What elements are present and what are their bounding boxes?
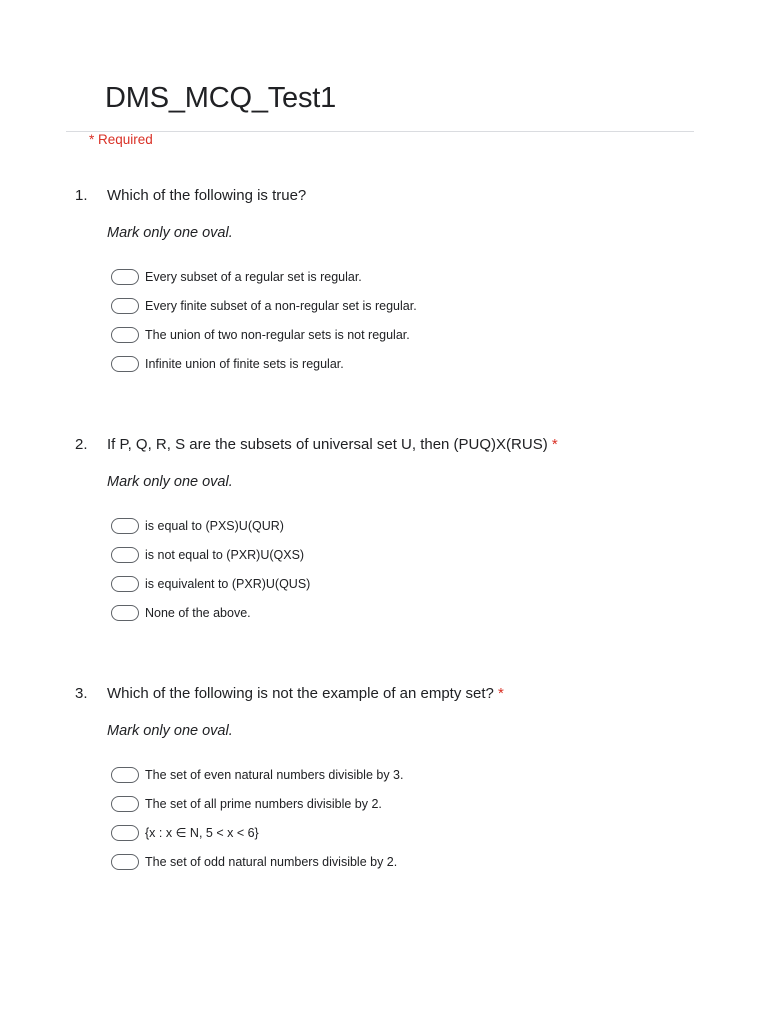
options-list xyxy=(111,262,417,378)
option-label: The set of even natural numbers divisible by 3. xyxy=(145,767,404,782)
form-title: DMS_MCQ_Test1 xyxy=(105,82,337,114)
question-text-label: Which of the following is true? xyxy=(107,187,307,204)
question-number: 1. xyxy=(75,187,88,204)
radio-oval[interactable] xyxy=(111,796,139,812)
radio-option[interactable] xyxy=(111,262,417,291)
question-text xyxy=(107,185,306,207)
option-label: The set of all prime numbers divisible by 2. xyxy=(145,796,382,811)
title-divider xyxy=(66,131,694,132)
radio-option[interactable] xyxy=(111,569,310,598)
option-label: Every finite subset of a non-regular set is regular. xyxy=(145,298,417,313)
radio-option[interactable] xyxy=(111,320,417,349)
question-text-label: If P, Q, R, S are the subsets of universal set U, then (PUQ)X(RUS) xyxy=(107,436,548,453)
radio-oval[interactable] xyxy=(111,854,139,870)
question-instruction: Mark only one oval. xyxy=(107,474,233,490)
radio-option[interactable] xyxy=(111,349,417,378)
question-text xyxy=(107,434,558,456)
options-list xyxy=(111,760,403,876)
radio-option[interactable] xyxy=(111,598,310,627)
radio-oval[interactable] xyxy=(111,269,139,285)
radio-option[interactable] xyxy=(111,511,310,540)
option-label: {x : x ∈ N, 5 < x < 6} xyxy=(145,825,259,840)
radio-option[interactable] xyxy=(111,818,403,847)
question-instruction: Mark only one oval. xyxy=(107,723,233,739)
required-star: * xyxy=(551,436,558,453)
question-text xyxy=(107,683,504,705)
option-label: None of the above. xyxy=(145,605,251,620)
option-label: The union of two non-regular sets is not regular. xyxy=(145,327,410,342)
question-number: 3. xyxy=(75,685,88,702)
question-number: 2. xyxy=(75,436,88,453)
radio-option[interactable] xyxy=(111,760,403,789)
option-label: Infinite union of finite sets is regular. xyxy=(145,356,344,371)
option-label: is not equal to (PXR)U(QXS) xyxy=(145,547,305,562)
radio-oval[interactable] xyxy=(111,576,139,592)
required-note: * Required xyxy=(89,132,153,147)
options-list xyxy=(111,511,310,627)
radio-option[interactable] xyxy=(111,847,403,876)
radio-oval[interactable] xyxy=(111,327,139,343)
option-label: Every subset of a regular set is regular. xyxy=(145,269,362,284)
radio-oval[interactable] xyxy=(111,298,139,314)
radio-oval[interactable] xyxy=(111,825,139,841)
option-label: The set of odd natural numbers divisible by 2. xyxy=(145,854,398,869)
radio-oval[interactable] xyxy=(111,605,139,621)
option-label: is equivalent to (PXR)U(QUS) xyxy=(145,576,311,591)
radio-option[interactable] xyxy=(111,540,310,569)
radio-option[interactable] xyxy=(111,789,403,818)
question-text-label: Which of the following is not the example of an empty set? xyxy=(107,685,494,702)
radio-oval[interactable] xyxy=(111,547,139,563)
radio-oval[interactable] xyxy=(111,518,139,534)
radio-option[interactable] xyxy=(111,291,417,320)
radio-oval[interactable] xyxy=(111,356,139,372)
option-label: is equal to (PXS)U(QUR) xyxy=(145,518,284,533)
required-star: * xyxy=(498,685,504,702)
question-instruction: Mark only one oval. xyxy=(107,225,233,241)
radio-oval[interactable] xyxy=(111,767,139,783)
